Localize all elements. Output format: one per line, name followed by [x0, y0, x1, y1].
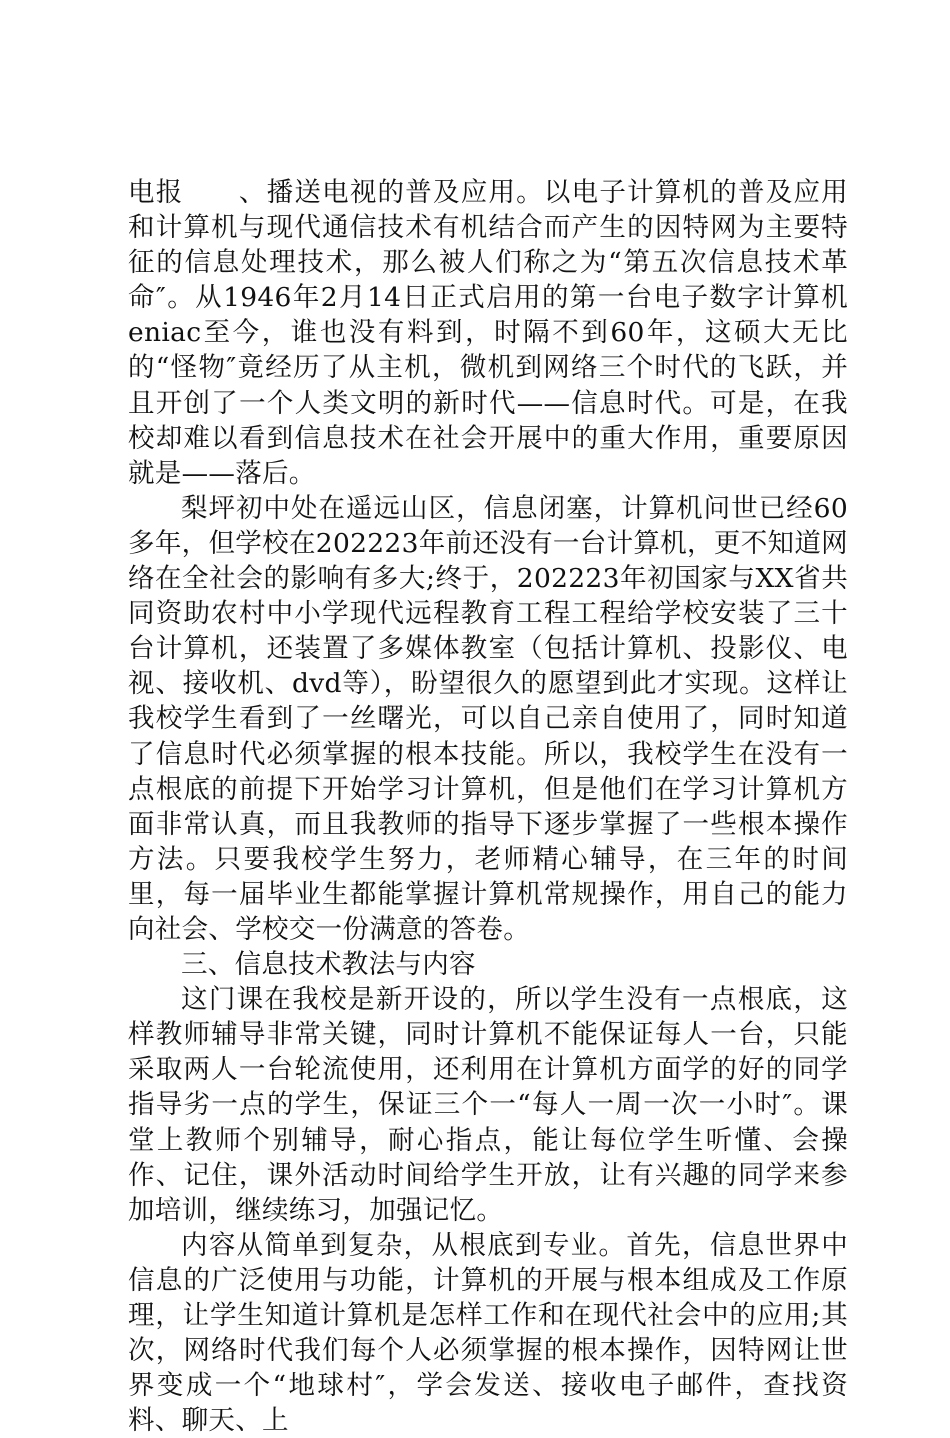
paragraph-2: 梨坪初中处在遥远山区，信息闭塞，计算机问世已经60多年，但学校在202223年前还没有一台计算机，更不知道网络在全社会的影响有多大;终于，202223年初国家与XX省共同资助农村中小学现代远程教育工程工程给学校安装了三十台计算机，还装置了多媒体教室（包括计算机、投影仪、电视、接收机、dvd等），盼望很久的愿望到此才实现。这样让我校学生看到了一丝曙光，可以自己亲自使用了，同时知道了信息时代必须掌握的根本技能。所以，我校学生在没有一点根底的前提下开始学习计算机，但是他们在学习计算机方面非常认真，而且我教师的指导下逐步掌握了一些根本操作方法。只要我校学生努力，老师精心辅导，在三年的时间里，每一届毕业生都能掌握计算机常规操作，用自己的能力向社会、学校交一份满意的答卷。 [128, 492, 848, 945]
paragraph-4: 内容从简单到复杂，从根底到专业。首先，信息世界中信息的广泛使用与功能，计算机的开展与根本组成及工作原理，让学生知道计算机是怎样工作和在现代社会中的应用;其次，网络时代我们每个人必须掌握的根本操作，因特网让世界变成一个“地球村″，学会发送、接收电子邮件，查找资料、聊天、上 [128, 1229, 848, 1437]
body-text [128, 175, 848, 1438]
paragraph-1: 电报 、播送电视的普及应用。以电子计算机的普及应用和计算机与现代通信技术有机结合而产生的因特网为主要特征的信息处理技术，那么被人们称之为“第五次信息技术革命″。从1946年2月14日正式启用的第一台电子数字计算机eniac至今，谁也没有料到，时隔不到60年，这硕大无比的“怪物″竟经历了从主机，微机到网络三个时代的飞跃，并且开创了一个人类文明的新时代——信息时代。可是，在我校却难以看到信息技术在社会开展中的重大作用，重要原因就是——落后。 [128, 177, 848, 489]
paragraph-3: 这门课在我校是新开设的，所以学生没有一点根底，这样教师辅导非常关键，同时计算机不能保证每人一台，只能采取两人一台轮流使用，还利用在计算机方面学的好的同学指导劣一点的学生，保证三个一“每人一周一次一小时″。课堂上教师个别辅导，耐心指点，能让每位学生听懂、会操作、记住，课外活动时间给学生开放，让有兴趣的同学来参加培训，继续练习，加强记忆。 [128, 984, 848, 1226]
section-heading: 三、信息技术教法与内容 [181, 949, 476, 981]
